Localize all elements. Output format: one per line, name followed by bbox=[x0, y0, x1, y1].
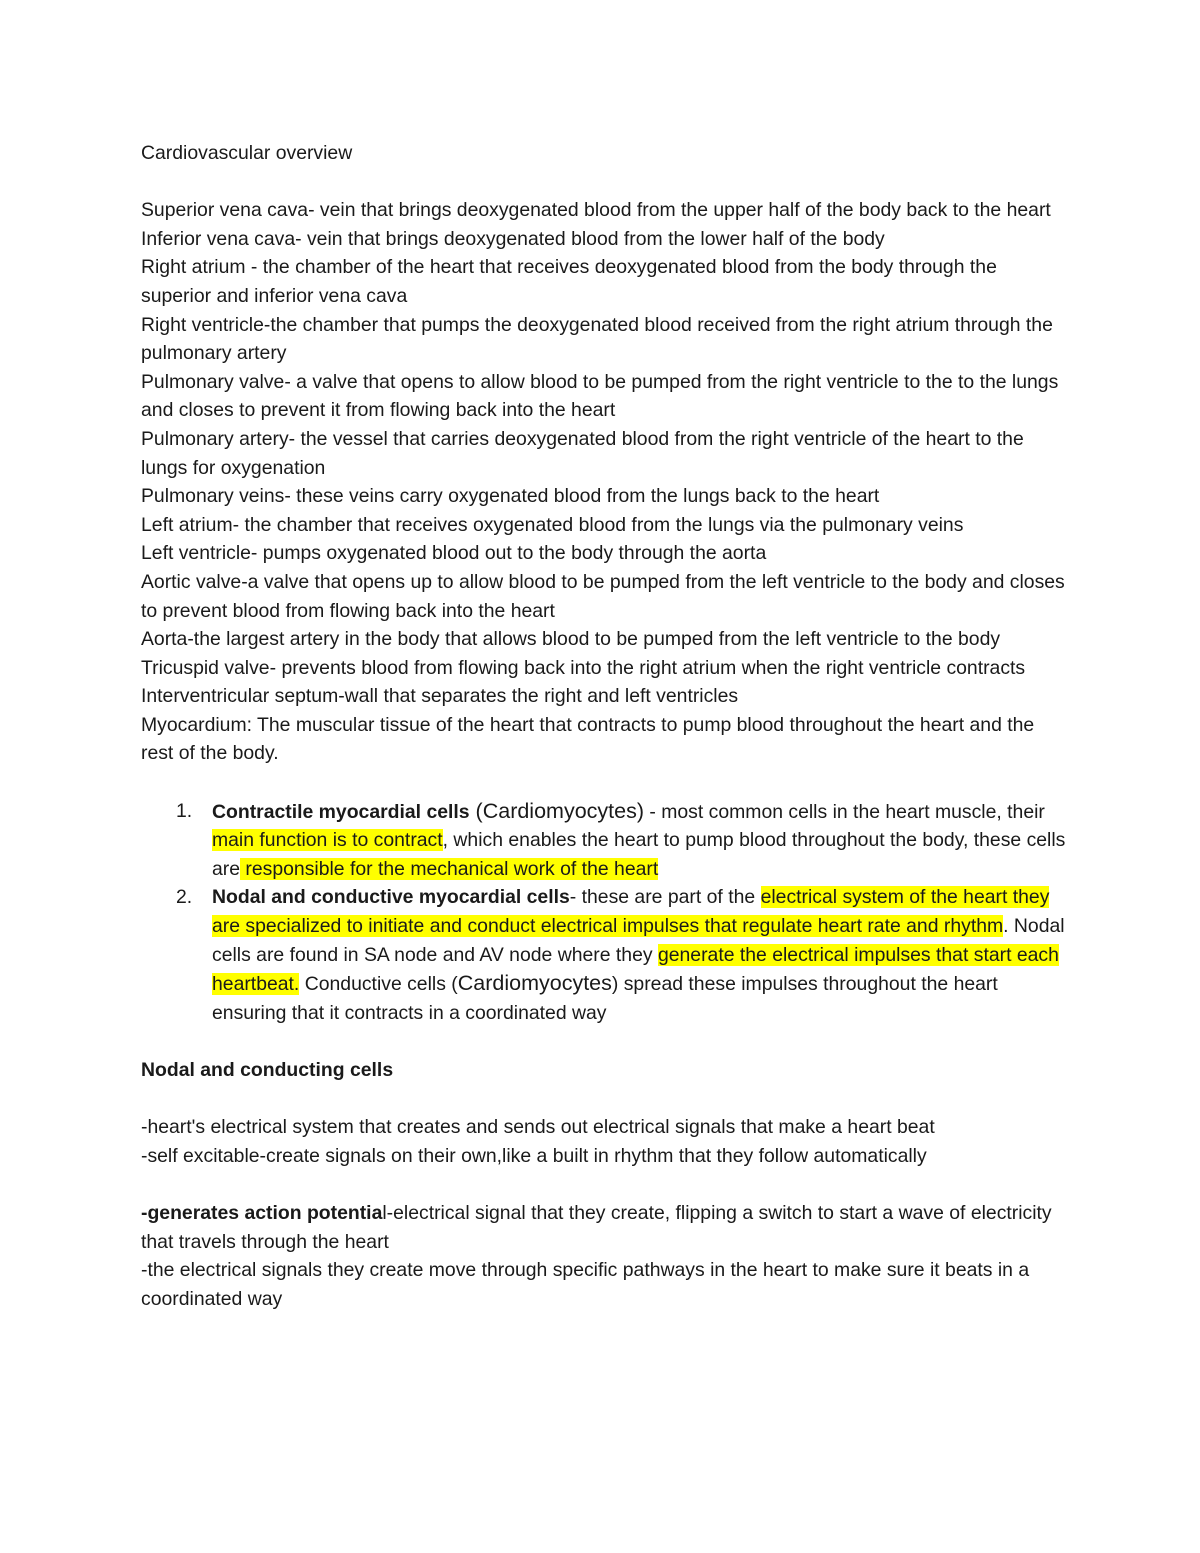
cell-types-list bbox=[141, 797, 1071, 1028]
definition-pulmonary-veins: Pulmonary veins- these veins carry oxygenated blood from the lungs back to the heart bbox=[141, 485, 880, 508]
section-heading: Nodal and conducting cells bbox=[141, 1059, 394, 1081]
definition-right-ventricle: Right ventricle-the chamber that pumps the deoxygenated blood received from the right atrium through the pulmonary artery bbox=[141, 313, 1053, 365]
parenthetical: Cardiomyocytes bbox=[457, 971, 612, 996]
definition-aortic-valve: Aortic valve-a valve that opens up to allow blood to be pumped from the left ventricle to the body and closes to prevent blood from flowing back into the heart bbox=[141, 570, 1065, 622]
document-title: Cardiovascular overview bbox=[141, 142, 353, 164]
definition-myocardium: Myocardium: The muscular tissue of the heart that contracts to pump blood throughout the heart and the rest of the body. bbox=[141, 713, 1035, 765]
definitions-list bbox=[141, 196, 1071, 768]
list-item-contractile-cells bbox=[141, 797, 1071, 884]
blank-line bbox=[141, 168, 1071, 197]
blank-line bbox=[141, 1085, 1071, 1114]
definition-aorta: Aorta-the largest artery in the body that allows blood to be pumped from the left ventricle to the body bbox=[141, 628, 1001, 651]
bold-term: Contractile myocardial cells bbox=[212, 800, 470, 823]
section-line: -self excitable-create signals on their own,like a built in rhythm that they follow automatically bbox=[141, 1144, 927, 1167]
section-line: -the electrical signals they create move through specific pathways in the heart to make sure it beats in a coordinated way bbox=[141, 1259, 1030, 1310]
section-line: -heart's electrical system that creates and sends out electrical signals that make a heart beat bbox=[141, 1116, 935, 1139]
section-line-action-potential bbox=[141, 1199, 1071, 1256]
list-number: 1. bbox=[176, 799, 193, 822]
definition-left-atrium: Left atrium- the chamber that receives oxygenated blood from the lungs via the pulmonary veins bbox=[141, 513, 964, 536]
list-number: 2. bbox=[176, 886, 193, 909]
blank-line bbox=[141, 1027, 1071, 1056]
list-item-nodal-conductive-cells bbox=[141, 883, 1071, 1027]
text-run: Conductive cells ( bbox=[299, 973, 458, 996]
document-body bbox=[141, 139, 1071, 1313]
definition-tricuspid-valve: Tricuspid valve- prevents blood from flowing back into the right atrium when the right ventricle contracts bbox=[141, 656, 1026, 679]
text-run: - these are part of the bbox=[569, 886, 761, 909]
blank-line bbox=[141, 768, 1071, 797]
text-run: , which enables the heart to pump blood throughout the body, these cells are bbox=[212, 829, 1066, 880]
bold-term: -generates action potentia bbox=[141, 1201, 383, 1224]
highlighted-text: responsible for the mechanical work of the heart bbox=[240, 857, 659, 880]
text-run: - most common cells in the heart muscle, their bbox=[644, 800, 1045, 823]
highlighted-text: main function is to contract bbox=[212, 829, 443, 852]
blank-line bbox=[141, 1170, 1071, 1199]
definition-pulmonary-artery: Pulmonary artery- the vessel that carries deoxygenated blood from the right ventricle of the heart to the lungs for oxygenation bbox=[141, 427, 1024, 479]
text-run: l-electrical signal that they create, flipping a switch to start a wave of electricity that travels through the heart bbox=[141, 1201, 1052, 1253]
highlighted-text: electrical system of the heart they are specialized to initiate and conduct electrical impulses that regulate heart rate and rhythm bbox=[212, 886, 1050, 938]
definition-left-ventricle: Left ventricle- pumps oxygenated blood out to the body through the aorta bbox=[141, 542, 767, 565]
definition-pulmonary-valve: Pulmonary valve- a valve that opens to allow blood to be pumped from the right ventricle to the to the lungs and closes to prevent it from flowing back into the heart bbox=[141, 370, 1059, 422]
definition-superior-vena-cava: Superior vena cava- vein that brings deoxygenated blood from the upper half of the body back to the heart bbox=[141, 199, 1051, 222]
text-run: ) spread these impulses throughout the heart ensuring that it contracts in a coordinated way bbox=[212, 973, 998, 1024]
definition-interventricular-septum: Interventricular septum-wall that separates the right and left ventricles bbox=[141, 685, 739, 708]
definition-inferior-vena-cava: Inferior vena cava- vein that brings deoxygenated blood from the lower half of the body bbox=[141, 227, 885, 250]
definition-right-atrium: Right atrium - the chamber of the heart that receives deoxygenated blood from the body through the superior and inferior vena cava bbox=[141, 256, 997, 307]
highlighted-text: generate the electrical impulses that start each heartbeat. bbox=[212, 943, 1059, 996]
text-run: . Nodal cells are found in SA node and AV node where they bbox=[212, 915, 1065, 966]
bold-term: Nodal and conductive myocardial cells bbox=[212, 886, 570, 909]
parenthetical: (Cardiomyocytes) bbox=[469, 798, 645, 823]
